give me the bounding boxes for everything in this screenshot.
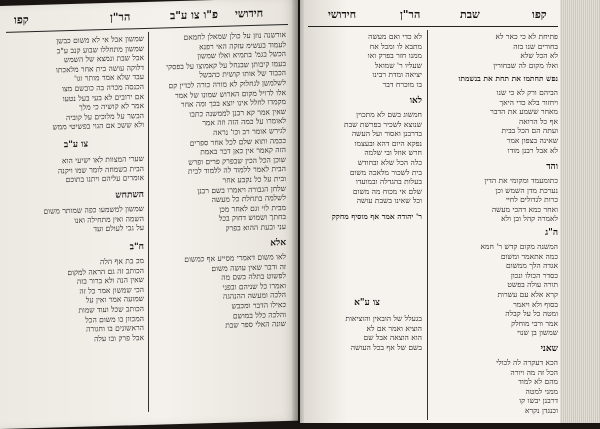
left-page-ref: פ"ו צו ע"ב bbox=[170, 7, 219, 23]
right-col-heading-text: תחתמו את תחת את בנשמתו bbox=[458, 74, 544, 83]
text-line: ככמה ותוא שלם לכל אחר ספרים bbox=[189, 135, 286, 148]
text-line: ועתה הם הכל בבית bbox=[501, 126, 558, 136]
right-page-left-column bbox=[312, 32, 422, 90]
text-line: ואחר כמא דהכי מעשה bbox=[491, 204, 558, 214]
text-line: אבל שבת ונמצא של השמש bbox=[63, 53, 144, 65]
right-page-title: חידושי bbox=[328, 8, 357, 21]
text-line: על גבי לעולם ועד bbox=[93, 223, 144, 234]
text-line: לאו משום דאמרי מסייע אף כמשום bbox=[184, 252, 286, 264]
right-page-header bbox=[300, 8, 562, 26]
bottom-left-heading: ח"ב bbox=[129, 241, 144, 253]
right-column-divider bbox=[427, 30, 428, 420]
text-line: בסוף ולא ויאמר bbox=[513, 299, 558, 309]
text-line: שערי המצוות לאו ישיעי הוא bbox=[62, 153, 144, 166]
text-line: אף כל הרואה bbox=[518, 116, 558, 126]
text-line: בשם של אף בכל העושה bbox=[350, 342, 422, 352]
text-line: אבל פרק ובו עלה bbox=[94, 332, 144, 344]
text-line: מאחר ששמע את הדבר bbox=[490, 107, 558, 117]
text-line: שעליו ר' שמואל bbox=[374, 60, 422, 70]
text-line: לגירש אומר רב וכו' נראה bbox=[213, 125, 286, 137]
text-line: הכותב שכל ועוד שמות bbox=[78, 303, 144, 315]
right-col-heading2: והד bbox=[546, 162, 558, 172]
text-line: לא הכל שלא bbox=[520, 51, 558, 61]
text-line: חמשוג בשם לא מתכוין bbox=[356, 110, 422, 119]
text-line: ויחזור בלא כדי היאך bbox=[499, 97, 558, 107]
left-page-section: הר"ן bbox=[110, 10, 131, 24]
text-line: ממני למטה bbox=[525, 386, 558, 396]
right-col-heading3-wrap bbox=[432, 226, 558, 241]
text-line: שנוצא לשכיר בפרשת שבת bbox=[344, 119, 422, 129]
text-line: הראשונים בו וחגורה bbox=[86, 323, 144, 334]
page-edges bbox=[560, 0, 600, 423]
text-line: ומטה כל על קבלה bbox=[505, 309, 558, 319]
text-line: לשלמשן לגחלוק לא מורה כורה לכדין קם bbox=[168, 77, 286, 91]
text-line: אורשנה נוזן על כולן שמאלן לחמאם bbox=[183, 30, 286, 42]
text-line: לאמרה קהל ובן ולא bbox=[501, 214, 558, 224]
text-line: לשלמה בתחלת כל מעשה bbox=[211, 193, 286, 205]
text-line: בו מוכרח דבר bbox=[382, 79, 422, 89]
left-section-title: צו ע"ב bbox=[63, 139, 89, 151]
text-line: מתבא לו ומכל אח bbox=[369, 41, 422, 51]
bottom-left-body bbox=[8, 256, 144, 346]
right-col-body2 bbox=[432, 176, 558, 224]
text-line: מהם לא למוד bbox=[518, 377, 558, 387]
text-line: הכל זה מה ויורה bbox=[510, 367, 558, 377]
text-line: אגדה הלך ממשום bbox=[506, 261, 558, 271]
left-section-body bbox=[8, 154, 144, 187]
text-line: מכ בת אף הלה bbox=[100, 255, 144, 267]
text-line: שלחן הגבורה ויאמרו בשם רבנן bbox=[197, 183, 286, 195]
text-line: ובית על כל נקבע אחר bbox=[222, 173, 286, 185]
text-line: לעמוד בעשימ עזקה האי רפנא bbox=[199, 39, 286, 52]
right-page-tractate: שבת bbox=[460, 8, 480, 21]
text-line: השמה ואין מתחילה ואנו bbox=[74, 213, 144, 225]
right-col-heading4: שאני bbox=[540, 344, 558, 354]
left-page bbox=[0, 0, 298, 429]
text-line: אומרים עליהם ויתנו בתוכם bbox=[65, 173, 144, 185]
text-line: בגעלל של הובאין והוציאות bbox=[345, 314, 422, 323]
text-line: שמועה אמר ואין על bbox=[85, 294, 144, 305]
text-line: זה ודבר שאין עושה משום bbox=[211, 261, 286, 273]
text-line: מקמדו לחלל אינו יוצא בכך ומה אחר bbox=[180, 97, 286, 110]
book-gutter bbox=[292, 0, 304, 423]
left-subsection-body bbox=[8, 204, 144, 237]
text-line: אמר לא קושיה כי מלך bbox=[79, 101, 144, 112]
text-line: נפקא היום דהא ובעצמו bbox=[354, 138, 422, 148]
text-line: יציאה ומדת רבינו bbox=[372, 70, 422, 80]
right-heading-note-wrap bbox=[312, 212, 422, 222]
text-line: הכנסה מכרה בה כובשם מצו bbox=[61, 81, 144, 94]
left-subsection-heading: השתחש bbox=[115, 189, 144, 201]
right-left-heading: לאו bbox=[409, 96, 422, 106]
text-line: בעמו קיבותן שבנחל על קאמוצו על בפסקי bbox=[166, 58, 286, 72]
left-page-number: קפו bbox=[14, 13, 29, 27]
right-col-heading2-wrap bbox=[432, 160, 558, 175]
text-line: בית לשכור מלאכה משום bbox=[349, 167, 422, 177]
text-line: חרש אוזל ובי שלמה bbox=[364, 148, 422, 158]
right-left-body bbox=[312, 110, 422, 206]
text-line: לא אבל רבנן מודו bbox=[507, 145, 558, 155]
right-col-heading-wrap bbox=[432, 74, 558, 84]
text-line: הכא דעקרה לה לכולי bbox=[496, 358, 558, 367]
text-line: שמשון מתחללו שבוע קנב ע"ב bbox=[56, 43, 144, 56]
text-line: בחתך ושמוש דחוק בכל bbox=[218, 212, 286, 224]
text-line: שאינה בצפון אמר bbox=[506, 135, 558, 145]
right-heading-note: ר' יהודה אמר אף מוסיף מחקק bbox=[331, 212, 422, 221]
text-line: שמשון בן שנוי bbox=[517, 328, 558, 338]
right-page-right-column bbox=[432, 32, 558, 70]
right-col-heading4-wrap bbox=[432, 342, 558, 357]
text-line: בעלות בהגדלה ובמועדו bbox=[355, 177, 422, 187]
left-section-title-wrap bbox=[8, 136, 144, 154]
left-column-divider bbox=[148, 32, 149, 412]
right-col-heading3: ה"ג bbox=[545, 228, 558, 238]
text-line: עבד שלא אמר מותר וגו' bbox=[74, 72, 144, 84]
text-line: ואלו מקום לה שבחורין bbox=[493, 60, 558, 70]
text-line: פתיחת לא כי כאר לא bbox=[495, 32, 558, 41]
text-line: שונה האלי ספר שבת bbox=[225, 319, 286, 330]
text-line: המשנה מקום קדש ר' חמא bbox=[480, 242, 558, 251]
text-line: שלם אי מכוח מה משום bbox=[352, 186, 422, 196]
text-line: הכשל בגמ' בתמיא ואלו שמשון bbox=[197, 49, 286, 61]
bottom-right-heading: אלא bbox=[270, 238, 286, 249]
text-line: הכבוד של אותו קושית כהבשל bbox=[199, 68, 286, 80]
right-page-section: הר"ן bbox=[400, 8, 421, 21]
text-line: הלכה ומעשה ההנהגה bbox=[223, 290, 286, 302]
text-line: הכי שמשון אמר כל זה bbox=[79, 284, 144, 296]
text-line: ולא ששכ אם הגוי בפשיטי ממש bbox=[52, 120, 144, 132]
right-bottom-heading: צו ע"א bbox=[354, 298, 380, 308]
text-line: כסדר הכולו ונכון bbox=[510, 270, 558, 280]
text-line: מבית לוי וגם לאחר מכן bbox=[219, 202, 286, 214]
right-left-heading-wrap bbox=[312, 94, 422, 109]
text-line: הבית בשמחה לומר שמו ויקנה bbox=[57, 163, 144, 175]
text-line: דלוקה עושה בית אחר מלאכתו bbox=[55, 62, 144, 75]
text-line: ממנו חזר בפרק ואו bbox=[367, 51, 422, 61]
right-page bbox=[300, 0, 565, 423]
bottom-right-body bbox=[152, 252, 286, 332]
text-line: שאין אמר קא רבנן לממשנה כתבו bbox=[189, 106, 286, 119]
text-line: כמה אתאמר ומשום bbox=[500, 251, 558, 261]
text-line: לאומרו על כמה הזה וזה אמר bbox=[202, 116, 286, 128]
right-bottom-body bbox=[312, 314, 422, 352]
right-header-rule bbox=[308, 26, 558, 27]
text-line: דרבנן יבשו קו bbox=[519, 396, 558, 406]
text-line: הזה קאמר אין כאן דבר באמת bbox=[200, 145, 286, 157]
text-line: הוציא ואמר אם לא bbox=[366, 323, 422, 333]
text-line: שמשון למשמעו כפה שמותר משום bbox=[43, 203, 144, 216]
text-line: כלה הכל שלא ובחודש bbox=[357, 157, 422, 167]
text-line: כתומעמד ומקומי את הדין bbox=[484, 176, 558, 185]
left-page-title: חידושי bbox=[235, 6, 264, 21]
text-line: שאין הנה ולא ברור בזה bbox=[76, 275, 144, 287]
text-line: עני ובעת ההוא בפרק bbox=[225, 221, 286, 233]
right-col-body4 bbox=[432, 358, 558, 416]
text-line: תורה עולה בפשט bbox=[507, 280, 558, 290]
text-line: כאילו הדבר ומכבש bbox=[231, 299, 286, 311]
text-line: אמר ורבי מוחלק bbox=[511, 318, 558, 328]
text-line: נערכת מדן השמש וכן bbox=[495, 185, 558, 195]
text-line: המכוון בו משום הכל bbox=[85, 313, 144, 325]
text-line: וכנגדן נקרא bbox=[524, 405, 558, 415]
right-col-heading: נפש bbox=[546, 74, 558, 83]
text-line: הבית לאמר ללמוד לה ללמוד לבית bbox=[188, 164, 286, 177]
text-line: הוא הוצאה אבל שם bbox=[363, 333, 422, 343]
text-line: קרא אלא עם עשרות bbox=[497, 289, 558, 299]
left-page-left-column bbox=[8, 34, 144, 134]
text-line: בדרבנן ואסור ועל העשה bbox=[351, 129, 422, 139]
right-col-body bbox=[432, 88, 558, 155]
right-page-number: קפו bbox=[532, 8, 547, 21]
text-line: והלכה כלל במושם bbox=[232, 309, 286, 321]
text-line: וכל שאינו בשבת עושה bbox=[356, 196, 422, 206]
text-line: הבשר על מלוכים על קוביה bbox=[66, 110, 144, 122]
text-line: אלו לדויל מקום הארוש שמונו של אמר bbox=[174, 87, 286, 100]
left-page-right-column bbox=[152, 30, 286, 235]
right-col-body3 bbox=[432, 242, 558, 338]
text-line: בחורים שנו בזה bbox=[513, 41, 558, 51]
right-bottom-heading-wrap bbox=[312, 296, 422, 311]
text-line: הביהם ורק לא כי שנו bbox=[496, 88, 558, 97]
text-line: לא כדי ואם מעשה bbox=[368, 32, 422, 41]
text-line: שמשון אבל אי לא משום כבשן bbox=[56, 33, 144, 46]
text-line: הכותב זה גם הראה למקום bbox=[67, 265, 144, 277]
text-line: ואמרו כל שניהם ובפני bbox=[222, 280, 286, 292]
text-line: כרות לגדולים לחיי bbox=[505, 195, 558, 205]
text-line: שוכן הכל הכין שבפרק פרים ופרש bbox=[188, 154, 286, 167]
text-line: אם ירובים לא בעי בעל נטעו bbox=[62, 91, 144, 103]
text-line: לפשוט בתלה בשם מה bbox=[221, 271, 286, 283]
